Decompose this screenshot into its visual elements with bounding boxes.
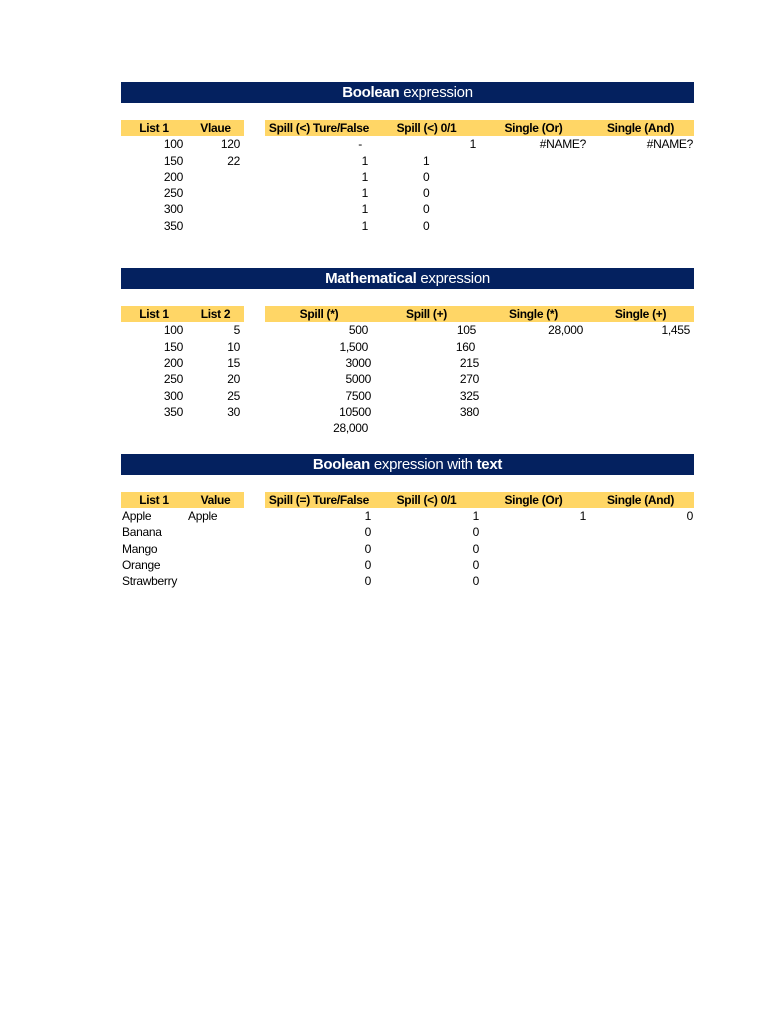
boolean-header-list1[interactable]: List 1: [139, 121, 169, 135]
math-spill-add-cell[interactable]: 325: [459, 389, 479, 403]
text-spill-tf-cell[interactable]: 0: [364, 542, 371, 556]
math-list2-cell[interactable]: 5: [233, 323, 240, 337]
boolean-single-and-cell[interactable]: #NAME?: [646, 137, 693, 151]
boolean-header-spill-01[interactable]: Spill (<) 0/1: [396, 121, 457, 135]
boolean-section-title: [121, 82, 694, 103]
boolean-list1-cell[interactable]: 200: [163, 170, 183, 184]
text-spill-01-cell[interactable]: 0: [472, 574, 479, 588]
text-spill-01-cell[interactable]: 0: [472, 525, 479, 539]
text-list1-cell[interactable]: Orange: [122, 558, 161, 572]
math-spill-mul-cell[interactable]: 3000: [345, 356, 371, 370]
boolean-spill-01-cell[interactable]: 0: [423, 202, 430, 216]
math-title-rest: expression: [420, 270, 490, 287]
math-header-spill-mul[interactable]: Spill (*): [299, 307, 339, 321]
math-title-bold: Mathematical: [325, 270, 417, 287]
text-single-and-cell[interactable]: 0: [686, 509, 693, 523]
text-spill-tf-cell[interactable]: 0: [364, 558, 371, 572]
boolean-spill-01-cell[interactable]: 1: [469, 137, 476, 151]
boolean-header-spill-tf[interactable]: Spill (<) Ture/False: [268, 121, 370, 135]
math-list1-cell[interactable]: 150: [163, 340, 183, 354]
boolean-spill-01-cell[interactable]: 1: [423, 154, 430, 168]
boolean-header-value[interactable]: Vlaue: [200, 121, 231, 135]
text-title-mid: expression with: [373, 456, 473, 473]
math-spill-mul-cell[interactable]: 500: [348, 323, 368, 337]
math-list1-cell[interactable]: 100: [163, 323, 183, 337]
math-header-single-add[interactable]: Single (+): [614, 307, 667, 321]
math-header-list2[interactable]: List 2: [200, 307, 231, 321]
text-value-cell[interactable]: Apple: [188, 509, 218, 523]
boolean-spill-tf-cell[interactable]: 1: [361, 202, 368, 216]
math-spill-mul-cell[interactable]: 5000: [345, 372, 371, 386]
boolean-spill-01-cell[interactable]: 0: [423, 170, 430, 184]
math-header-spill-add[interactable]: Spill (+): [406, 307, 447, 321]
math-list2-cell[interactable]: 30: [227, 405, 240, 419]
text-header-spill-tf[interactable]: Spill (=) Ture/False: [268, 493, 370, 507]
boolean-spill-tf-cell[interactable]: 1: [361, 154, 368, 168]
boolean-list1-cell[interactable]: 100: [163, 137, 183, 151]
math-list1-cell[interactable]: 200: [163, 356, 183, 370]
math-single-mul-cell[interactable]: 28,000: [548, 323, 583, 337]
text-header-single-or[interactable]: Single (Or): [504, 493, 563, 507]
math-spill-mul-cell[interactable]: 10500: [339, 405, 371, 419]
text-spill-tf-cell[interactable]: 0: [364, 525, 371, 539]
math-spill-mul-cell[interactable]: 28,000: [333, 421, 368, 435]
math-list2-cell[interactable]: 10: [227, 340, 240, 354]
boolean-list1-cell[interactable]: 250: [163, 186, 183, 200]
boolean-spill-tf-cell[interactable]: 1: [361, 170, 368, 184]
boolean-value-cell[interactable]: 120: [220, 137, 240, 151]
math-spill-mul-cell[interactable]: 1,500: [339, 340, 368, 354]
boolean-spill-01-cell[interactable]: 0: [423, 186, 430, 200]
math-spill-add-cell[interactable]: 215: [459, 356, 479, 370]
boolean-title-bold: Boolean: [342, 84, 400, 101]
text-single-or-cell[interactable]: 1: [579, 509, 586, 523]
math-list2-cell[interactable]: 25: [227, 389, 240, 403]
boolean-single-or-cell[interactable]: #NAME?: [539, 137, 586, 151]
boolean-list1-cell[interactable]: 300: [163, 202, 183, 216]
math-list1-cell[interactable]: 350: [163, 405, 183, 419]
boolean-spill-tf-cell[interactable]: 1: [361, 186, 368, 200]
math-single-add-cell[interactable]: 1,455: [661, 323, 690, 337]
math-spill-mul-cell[interactable]: 7500: [345, 389, 371, 403]
math-spill-add-cell[interactable]: 160: [455, 340, 475, 354]
boolean-spill-tf-cell[interactable]: 1: [361, 219, 368, 233]
math-spill-add-cell[interactable]: 270: [459, 372, 479, 386]
boolean-spill-tf-cell[interactable]: -: [358, 137, 362, 151]
text-section-title: [121, 454, 694, 475]
math-list2-cell[interactable]: 20: [227, 372, 240, 386]
boolean-value-cell[interactable]: 22: [227, 154, 240, 168]
math-header-single-mul[interactable]: Single (*): [508, 307, 558, 321]
math-list1-cell[interactable]: 250: [163, 372, 183, 386]
math-header-list1[interactable]: List 1: [139, 307, 169, 321]
text-title-bold2: text: [476, 456, 503, 473]
text-spill-tf-cell[interactable]: 1: [364, 509, 371, 523]
math-spill-add-cell[interactable]: 105: [456, 323, 476, 337]
boolean-header-single-and[interactable]: Single (And): [606, 121, 675, 135]
text-header-single-and[interactable]: Single (And): [606, 493, 675, 507]
text-list1-cell[interactable]: Strawberry: [122, 574, 178, 588]
math-list2-cell[interactable]: 15: [227, 356, 240, 370]
boolean-list1-cell[interactable]: 150: [163, 154, 183, 168]
text-spill-01-cell[interactable]: 0: [472, 558, 479, 572]
text-spill-01-cell[interactable]: 1: [472, 509, 479, 523]
text-header-spill-01[interactable]: Spill (<) 0/1: [396, 493, 457, 507]
math-spill-add-cell[interactable]: 380: [459, 405, 479, 419]
math-list1-cell[interactable]: 300: [163, 389, 183, 403]
text-spill-01-cell[interactable]: 0: [472, 542, 479, 556]
boolean-spill-01-cell[interactable]: 0: [423, 219, 430, 233]
boolean-header-single-or[interactable]: Single (Or): [504, 121, 563, 135]
text-list1-cell[interactable]: Mango: [122, 542, 158, 556]
text-list1-cell[interactable]: Banana: [122, 525, 162, 539]
boolean-list1-cell[interactable]: 350: [163, 219, 183, 233]
boolean-title-rest: expression: [403, 84, 473, 101]
text-list1-cell[interactable]: Apple: [122, 509, 152, 523]
text-header-value[interactable]: Value: [200, 493, 231, 507]
text-header-list1[interactable]: List 1: [139, 493, 169, 507]
math-section-title: [121, 268, 694, 289]
text-title-bold: Boolean: [312, 456, 370, 473]
text-spill-tf-cell[interactable]: 0: [364, 574, 371, 588]
